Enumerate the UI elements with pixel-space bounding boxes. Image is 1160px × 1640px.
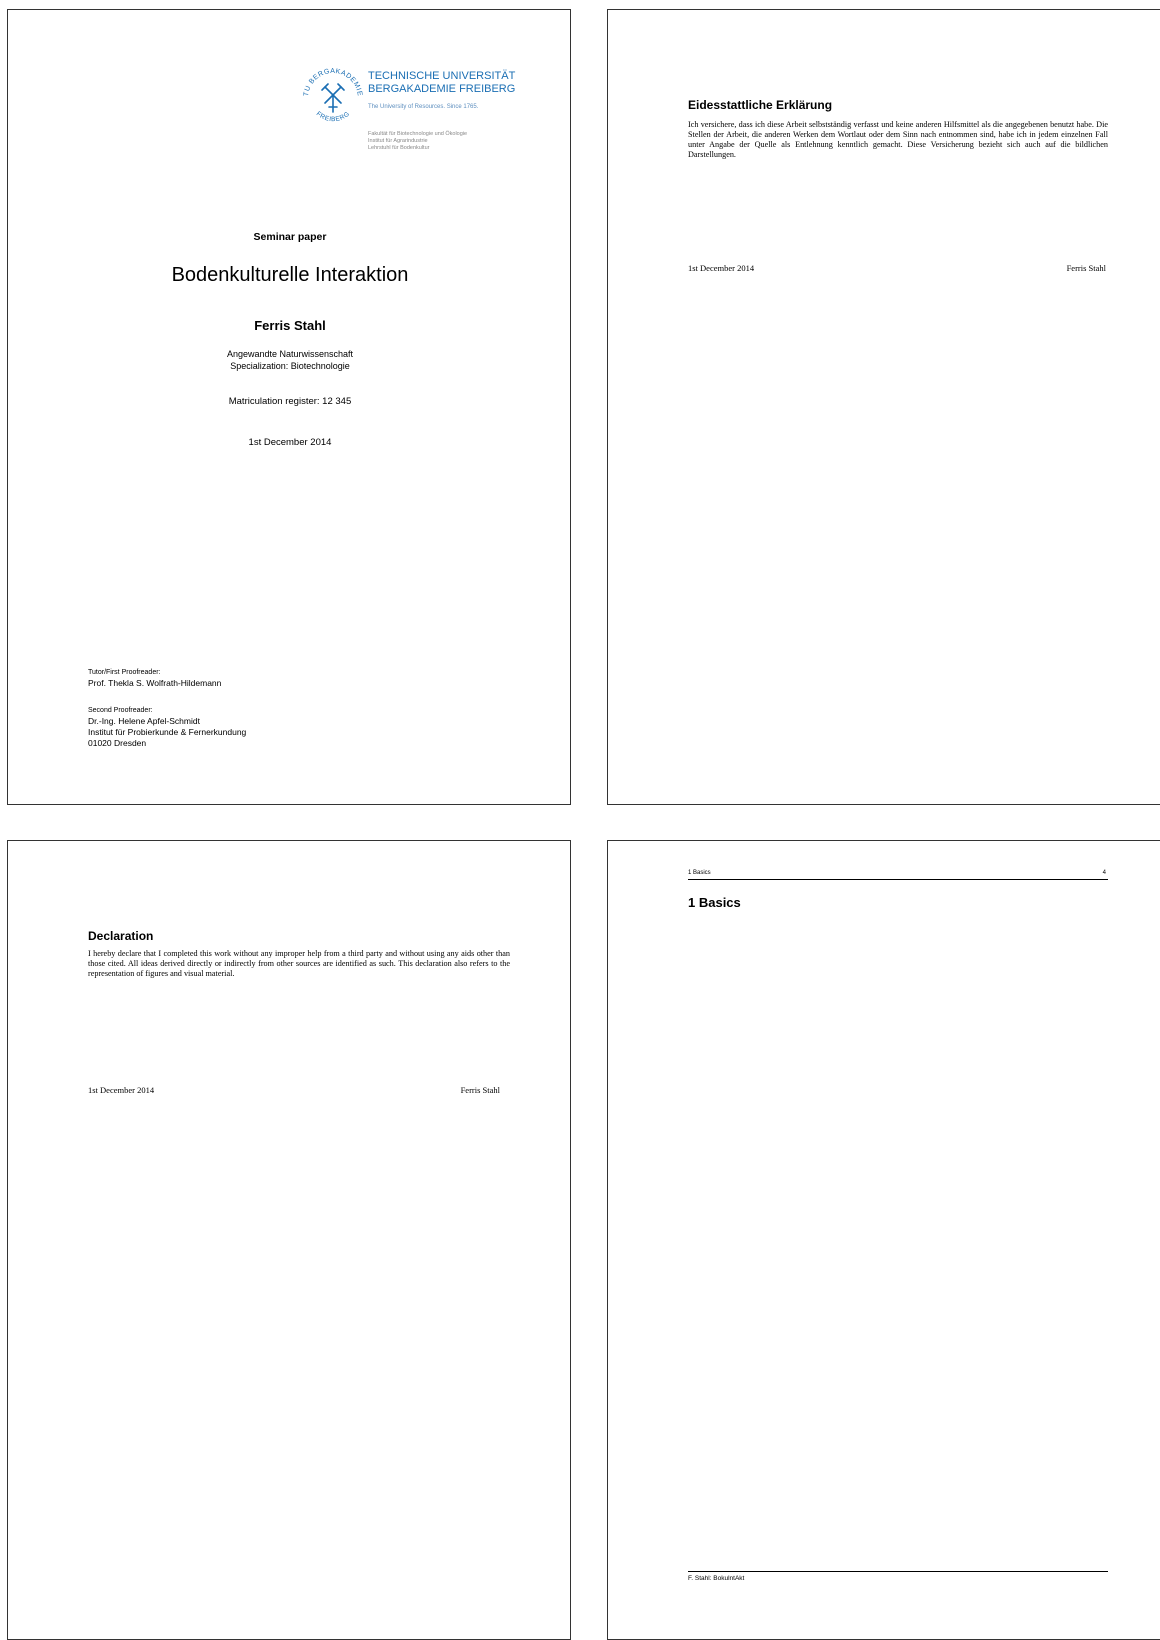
german-declaration-page xyxy=(607,9,1160,805)
matriculation-number: Matriculation register: 12 345 xyxy=(228,396,352,407)
second-proofreader-name: Dr.-Ing. Helene Apfel-Schmidt xyxy=(88,716,200,726)
chair-line: Lehrstuhl für Bodenkultur xyxy=(368,145,430,151)
second-proofreader-label: Second Proofreader: xyxy=(88,707,153,714)
english-declaration-text: I hereby declare that I completed this work without any improper help from a third party and without using any aids other than those cited. All ideas derived directly or indirectly from other sources are identified as such. This declaration also refers to the representation of figures and visual material. xyxy=(88,949,510,978)
english-declaration-signature-name: Ferris Stahl xyxy=(460,1085,500,1095)
university-name xyxy=(368,70,515,96)
document-title: Bodenkulturelle Interaktion xyxy=(171,264,409,286)
study-program: Angewandte Naturwissenschaft xyxy=(226,349,354,359)
svg-text:TU BERGAKADEMIE xyxy=(303,68,363,97)
university-subtitle: The University of Resources. Since 1765. xyxy=(368,104,479,110)
second-proofreader-institute: Institut für Probierkunde & Fernerkundung xyxy=(88,727,247,737)
header-rule xyxy=(688,879,1108,880)
faculty-block xyxy=(368,131,467,152)
footer-text: F. Stahl: BokulntAkt xyxy=(688,1575,745,1582)
german-declaration-heading: Eidesstattliche Erklärung xyxy=(688,98,833,112)
first-proofreader-block xyxy=(88,667,221,689)
seal-text-top: TU BERGAKADEMIE xyxy=(302,67,364,97)
english-declaration-heading: Declaration xyxy=(88,929,154,943)
german-declaration-signature-name: Ferris Stahl xyxy=(1066,263,1106,273)
document-type: Seminar paper xyxy=(253,231,327,243)
submission-date: 1st December 2014 xyxy=(248,437,332,448)
tu-freiberg-seal-logo xyxy=(298,60,368,130)
english-declaration-page xyxy=(7,840,571,1640)
author-name: Ferris Stahl xyxy=(254,318,326,333)
first-proofreader-name: Prof. Thekla S. Wolfrath-Hildemann xyxy=(88,678,222,688)
second-proofreader-city: 01020 Dresden xyxy=(88,738,147,748)
english-declaration-date: 1st December 2014 xyxy=(88,1085,155,1095)
study-info xyxy=(8,348,571,372)
running-head-chapter: 1 Basics xyxy=(688,870,711,876)
chapter-heading: 1 Basics xyxy=(688,895,741,910)
title-page xyxy=(7,9,571,805)
footer-rule xyxy=(688,1571,1108,1572)
chapter-page xyxy=(607,840,1160,1640)
page-number: 4 xyxy=(1102,870,1106,876)
second-proofreader-block xyxy=(88,705,246,749)
seal-text-bottom: FREIBERG xyxy=(314,110,352,124)
german-declaration-text: Ich versichere, dass ich diese Arbeit selbstständig verfasst und keine anderen Hilfsmittel als die angegebenen benutzt habe. Die Stellen der Arbeit, die anderen Werken dem Wortlaut oder dem Sinn nach entnommen sind, habe ich in jedem einzelnen Fall unter Angabe der Quelle als Entlehnung kenntlich gemacht. Diese Versicherung bezieht sich auch auf die bildlichen Darstellungen. xyxy=(688,120,1108,159)
university-name-line2: BERGAKADEMIE FREIBERG xyxy=(368,83,516,95)
university-name-line1: TECHNISCHE UNIVERSITÄT xyxy=(368,70,516,82)
german-declaration-date: 1st December 2014 xyxy=(688,263,755,273)
specialization: Specialization: Biotechnologie xyxy=(230,361,350,371)
institute-line: Institut für Agrarindustrie xyxy=(368,138,428,144)
first-proofreader-label: Tutor/First Proofreader: xyxy=(88,669,161,676)
faculty-line: Fakultät für Biotechnologie und Ökologie xyxy=(368,131,468,137)
